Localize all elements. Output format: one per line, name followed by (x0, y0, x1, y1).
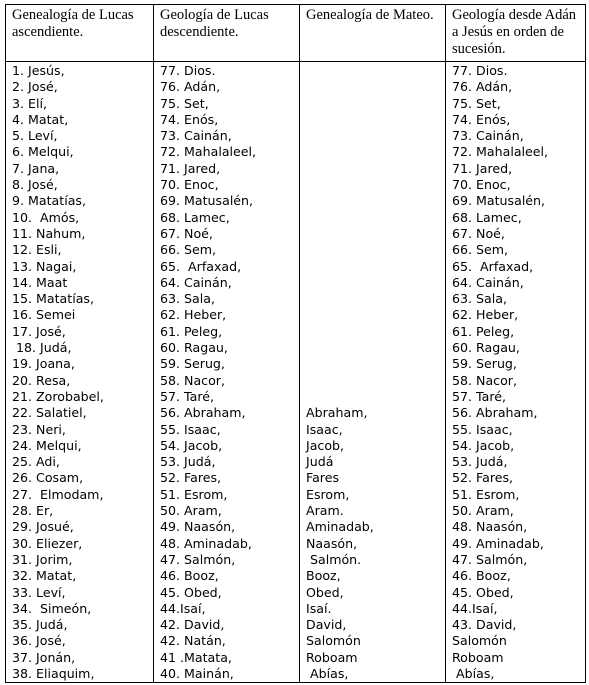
name-entry: 48. Naasón, (452, 519, 528, 535)
name-entry: 23. Neri, (12, 421, 66, 437)
name-entry: 25. Adi, (12, 454, 60, 470)
name-entry (306, 177, 445, 193)
name-entry: 16. Semei (12, 307, 76, 323)
name-entry: Salomón (452, 633, 507, 649)
name-entry: 44.Isaí, (452, 600, 498, 616)
name-entry: 1. Jesús, (12, 63, 65, 78)
name-entry: 30. Eliezer, (12, 535, 83, 551)
name-entry: 66. Sem, (160, 242, 217, 258)
name-entry: Aram. (306, 503, 344, 519)
name-entry: 32. Matat, (12, 568, 77, 584)
body-row (6, 62, 586, 683)
name-entry: 69. Matusalén, (160, 193, 254, 209)
name-entry: 48. Aminadab, (160, 535, 252, 551)
name-entry: 72. Mahalaleel, (452, 144, 549, 160)
name-entry: Isaí. (306, 600, 332, 616)
name-entry: Naasón, (306, 535, 358, 551)
name-entry: 61. Peleg, (452, 323, 515, 339)
name-entry: 59. Serug, (160, 356, 225, 372)
name-entry: 14. Maat (12, 274, 68, 290)
name-entry: 8. José, (12, 177, 58, 193)
name-entry: 9. Matatías, (12, 193, 86, 209)
name-entry: 75. Set, (452, 95, 501, 111)
name-entry: 70. Enoc, (452, 177, 511, 193)
name-entry: Obed, (306, 584, 344, 600)
name-entry: 53. Judá, (452, 454, 508, 470)
name-entry: 63. Sala, (452, 291, 507, 307)
name-entry: 46. Booz, (160, 568, 219, 584)
name-entry (306, 79, 445, 95)
name-entry: 70. Enoc, (160, 177, 219, 193)
name-entry: 15. Matatías, (12, 291, 94, 307)
name-entry: 77. Dios. (160, 63, 216, 78)
header-adan-a-jesus: Geología desde Adán a Jesús en orden de sucesión. (446, 5, 586, 62)
name-entry: 64. Cainán, (160, 274, 232, 290)
name-entry: 49. Naasón, (160, 519, 236, 535)
name-entry: Abías, (306, 665, 349, 681)
name-entry: Roboam (452, 649, 504, 665)
name-entry (306, 63, 445, 79)
name-entry: 51. Esrom, (452, 486, 520, 502)
name-entry: 27. Elmodam, (12, 486, 104, 502)
name-entry: 74. Enós, (160, 111, 219, 127)
name-entry: 73. Cainán, (160, 128, 232, 144)
name-entry: 61. Peleg, (160, 323, 223, 339)
name-entry: 64. Cainán, (452, 274, 524, 290)
name-entry: 62. Heber, (452, 307, 519, 323)
name-entry: Aminadab, (306, 519, 374, 535)
name-entry: 10. Amós, (12, 209, 80, 225)
name-entry: 41 .Matata, (160, 649, 232, 665)
header-mateo: Genealogía de Mateo. (300, 5, 446, 62)
name-entry: 6. Melqui, (12, 144, 74, 160)
name-entry: 55. Isaac, (452, 421, 513, 437)
name-entry (306, 161, 445, 177)
name-entry: 44.Isaí, (160, 600, 206, 616)
name-entry (306, 291, 445, 307)
name-entry: 57. Taré, (452, 388, 507, 404)
name-entry: Esrom, (306, 486, 350, 502)
name-entry: 29. Josué, (12, 519, 74, 535)
name-entry: 58. Nacor, (160, 372, 225, 388)
name-entry: 22. Salatiel, (12, 405, 87, 421)
name-entry: 68. Lamec, (452, 209, 522, 225)
name-entry: 53. Judá, (160, 454, 216, 470)
name-entry (306, 340, 445, 356)
name-entry: 42. Natán, (160, 633, 226, 649)
name-entry: 45. Obed, (160, 584, 222, 600)
name-entry: 58. Nacor, (452, 372, 517, 388)
name-entry: 4. Matat, (12, 111, 69, 127)
name-entry: 42. David, (160, 617, 225, 633)
name-entry: 34. Simeón, (12, 600, 92, 616)
name-entry: 47. Salmón, (452, 551, 528, 567)
name-entry: 55. Isaac, (160, 421, 221, 437)
name-entry: 33. Leví, (12, 584, 66, 600)
name-entry: Roboam (306, 649, 358, 665)
name-entry: 56. Abraham, (452, 405, 538, 421)
name-entry: Fares (306, 470, 340, 486)
name-entry: 56. Abraham, (160, 405, 246, 421)
name-entry: Salmón. (306, 551, 362, 567)
name-entry: 36. José, (12, 633, 66, 649)
name-entry: 52. Fares, (452, 470, 514, 486)
name-entry: 49. Aminadab, (452, 535, 544, 551)
name-entry (306, 356, 445, 372)
name-entry: 71. Jared, (452, 160, 513, 176)
name-entry (306, 324, 445, 340)
name-entry (306, 389, 445, 405)
name-entry: 76. Adán, (160, 79, 221, 95)
name-entry: 63. Sala, (160, 291, 215, 307)
name-entry: 17. José, (12, 323, 66, 339)
name-entry (306, 275, 445, 291)
name-entry: 71. Jared, (160, 160, 221, 176)
name-entry (306, 96, 445, 112)
header-lucas-ascendiente: Genealogía de Lucas ascendiente. (6, 5, 154, 62)
name-entry: Abraham, (306, 405, 368, 421)
name-entry: 59. Serug, (452, 356, 517, 372)
name-entry: 40. Mainán, (160, 665, 234, 681)
name-entry: 11. Nahum, (12, 225, 86, 241)
name-entry (306, 373, 445, 389)
name-entry (306, 259, 445, 275)
name-entry: 73. Cainán, (452, 128, 524, 144)
name-entry (306, 210, 445, 226)
name-entry: 67. Noé, (160, 225, 213, 241)
name-entry: 54. Jacob, (160, 437, 223, 453)
name-entry: 5. Leví, (12, 128, 58, 144)
name-entry: 43. David, (452, 617, 517, 633)
name-entry: 51. Esrom, (160, 486, 228, 502)
genealogy-table (5, 4, 586, 683)
name-entry: Judá (306, 454, 334, 470)
name-entry: 13. Nagai, (12, 258, 77, 274)
name-entry: 54. Jacob, (452, 437, 515, 453)
column-adan-a-jesus (446, 62, 586, 683)
name-entry: 18. Judá, (12, 340, 72, 356)
name-entry (306, 128, 445, 144)
name-entry: 74. Enós, (452, 111, 511, 127)
column-lucas-descendiente (154, 62, 300, 683)
name-entry: 60. Ragau, (452, 340, 520, 356)
name-entry: 24. Melqui, (12, 437, 82, 453)
name-entry (306, 226, 445, 242)
name-entry: 72. Mahalaleel, (160, 144, 257, 160)
column-lucas-ascendiente (6, 62, 154, 683)
name-entry: Salomón (306, 633, 361, 649)
name-entry: 57. Taré, (160, 388, 215, 404)
name-entry: 35. Judá, (12, 617, 68, 633)
name-entry: Booz, (306, 568, 341, 584)
name-entry: 60. Ragau, (160, 340, 228, 356)
name-entry: 67. Noé, (452, 225, 505, 241)
header-lucas-descendiente: Geología de Lucas descendiente. (154, 5, 300, 62)
name-entry: 19. Joana, (12, 356, 75, 372)
name-entry: 2. José, (12, 79, 58, 95)
name-entry: 65. Arfaxad, (452, 258, 534, 274)
name-entry: 26. Cosam, (12, 470, 84, 486)
name-entry: 20. Resa, (12, 372, 71, 388)
name-entry: 12. Esli, (12, 242, 62, 258)
name-entry: Abías, (452, 665, 495, 681)
name-entry (306, 144, 445, 160)
column-mateo (300, 62, 446, 683)
name-entry: 65. Arfaxad, (160, 258, 242, 274)
name-entry: 77. Dios. (452, 63, 508, 78)
name-entry: 31. Jorim, (12, 551, 73, 567)
name-entry: Isaac, (306, 421, 343, 437)
name-entry: 68. Lamec, (160, 209, 230, 225)
name-entry: David, (306, 617, 347, 633)
header-row (6, 5, 586, 62)
name-entry: 28. Er, (12, 503, 54, 519)
name-entry: 62. Heber, (160, 307, 227, 323)
name-entry: 47. Salmón, (160, 551, 236, 567)
name-entry: 37. Jonán, (12, 649, 76, 665)
name-entry (306, 193, 445, 209)
name-entry: 69. Matusalén, (452, 193, 546, 209)
name-entry: 3. Elí, (12, 95, 47, 111)
name-entry: 50. Aram, (160, 503, 222, 519)
name-entry: 52. Fares, (160, 470, 222, 486)
name-entry (306, 242, 445, 258)
name-entry: 38. Eliaquim, (12, 665, 95, 681)
name-entry: Jacob, (306, 437, 345, 453)
name-entry: 46. Booz, (452, 568, 511, 584)
name-entry (306, 112, 445, 128)
name-entry: 76. Adán, (452, 79, 513, 95)
name-entry: 50. Aram, (452, 503, 514, 519)
name-entry: 7. Jana, (12, 160, 60, 176)
name-entry (306, 307, 445, 323)
name-entry: 45. Obed, (452, 584, 514, 600)
name-entry: 75. Set, (160, 95, 209, 111)
name-entry: 21. Zorobabel, (12, 388, 104, 404)
name-entry: 66. Sem, (452, 242, 509, 258)
